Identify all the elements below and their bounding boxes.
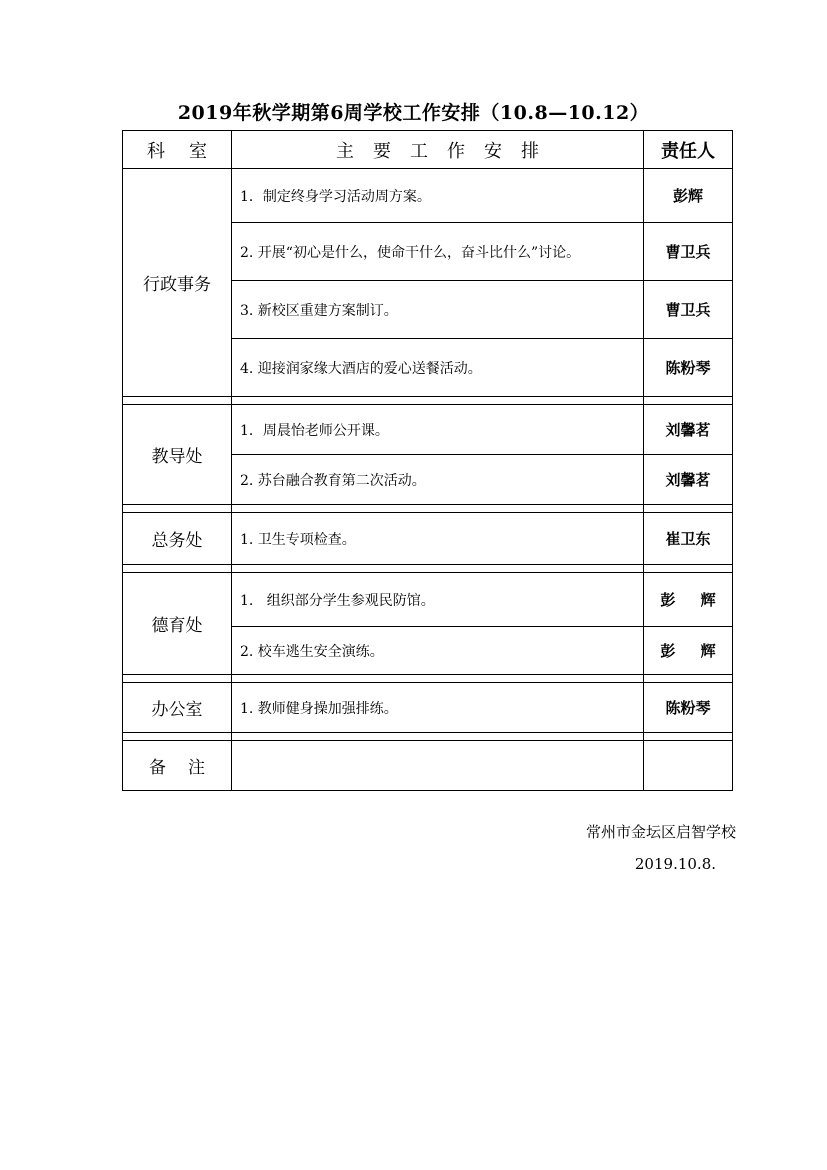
school-name: 常州市金坛区启智学校 bbox=[585, 823, 736, 841]
table-row bbox=[123, 513, 733, 565]
dept-general: 总务处 bbox=[123, 513, 232, 565]
header-person: 责任人 bbox=[644, 131, 733, 169]
person-cell: 彭 辉 bbox=[644, 627, 733, 675]
dept-admin: 行政事务 bbox=[123, 169, 232, 397]
task-cell: 1. 教师健身操加强排练。 bbox=[232, 683, 644, 733]
person-cell: 崔卫东 bbox=[644, 513, 733, 565]
person-cell: 刘馨茗 bbox=[644, 455, 733, 505]
person-cell: 曹卫兵 bbox=[644, 281, 733, 339]
task-cell: 4. 迎接润家缘大酒店的爱心送餐活动。 bbox=[232, 339, 644, 397]
header-tasks: 主要工作安排 bbox=[232, 131, 644, 169]
person-cell: 陈粉琴 bbox=[644, 683, 733, 733]
page-title: 2019年秋学期第6周学校工作安排（10.8—10.12） bbox=[177, 102, 650, 124]
dept-teaching: 教导处 bbox=[123, 405, 232, 505]
task-cell: 1．周晨怡老师公开课。 bbox=[232, 405, 644, 455]
remarks-row bbox=[123, 741, 733, 791]
task-cell: 1. 卫生专项检查。 bbox=[232, 513, 644, 565]
schedule-table bbox=[122, 130, 733, 791]
person-cell: 彭辉 bbox=[644, 169, 733, 223]
dept-moral: 德育处 bbox=[123, 573, 232, 675]
separator-row bbox=[123, 505, 733, 513]
remarks-person bbox=[644, 741, 733, 791]
task-cell: 2. 苏台融合教育第二次活动。 bbox=[232, 455, 644, 505]
table-row bbox=[123, 169, 733, 223]
person-cell: 彭 辉 bbox=[644, 573, 733, 627]
document-date: 2019.10.8. bbox=[634, 855, 716, 873]
table-row bbox=[123, 683, 733, 733]
person-cell: 曹卫兵 bbox=[644, 223, 733, 281]
person-cell: 刘馨茗 bbox=[644, 405, 733, 455]
task-cell: 2. 校车逃生安全演练。 bbox=[232, 627, 644, 675]
dept-office: 办公室 bbox=[123, 683, 232, 733]
separator-row bbox=[123, 675, 733, 683]
separator-row bbox=[123, 397, 733, 405]
dept-remarks: 备注 bbox=[123, 741, 232, 791]
separator-row bbox=[123, 565, 733, 573]
person-cell: 陈粉琴 bbox=[644, 339, 733, 397]
table-row bbox=[123, 405, 733, 455]
header-row bbox=[123, 131, 733, 169]
task-cell: 3. 新校区重建方案制订。 bbox=[232, 281, 644, 339]
task-cell: 2. 开展“初心是什么，使命干什么，奋斗比什么”讨论。 bbox=[232, 223, 644, 281]
header-dept: 科室 bbox=[123, 131, 232, 169]
separator-row bbox=[123, 733, 733, 741]
remarks-task bbox=[232, 741, 644, 791]
task-cell: 1. 组织部分学生参观民防馆。 bbox=[232, 573, 644, 627]
table-row bbox=[123, 573, 733, 627]
task-cell: 1．制定终身学习活动周方案。 bbox=[232, 169, 644, 223]
